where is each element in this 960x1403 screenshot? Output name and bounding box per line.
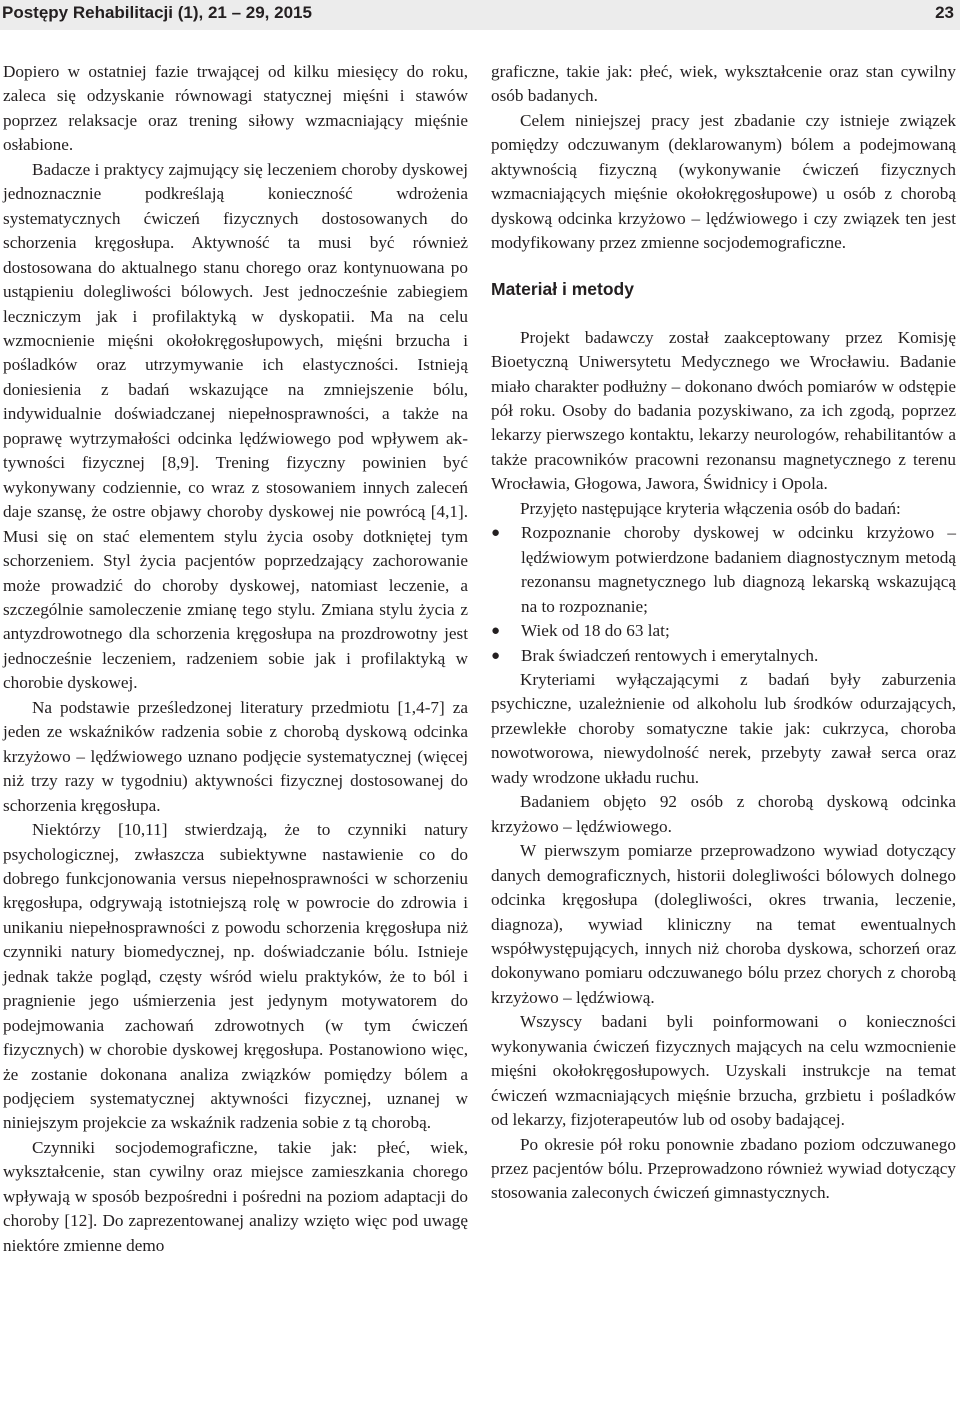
list-item-text: Rozpoznanie choroby dyskowej w odcinku krzyżowo – lędźwiowym potwierdzone badaniem diagnostycznym metodą rezonansu magnetycznego lub diagnozą lekarską wskazującą na to rozpoznanie; [521, 523, 956, 616]
paragraph: Dopiero w ostatniej fazie trwającej od kilku miesięcy do roku, zaleca się odzyskanie równowagi statycznej mięśni i stawów poprzez relaksacje oraz trening siłowy wzmacniający mięśnie osłabione. [3, 62, 468, 155]
left-column [3, 60, 468, 1258]
paragraph: Wszyscy badani byli poinformowani o konieczności wykonywania ćwiczeń fizycznych mających na celu wzmocnienie mięśni okołokręgosłupowych. Uzyskali instrukcje na temat ćwiczeń wzmacniających mięśnie brzucha, grzbietu i pośladków od lekarzy, fizjoterapeutów lub od osoby badającej. [491, 1012, 956, 1130]
page-number: 23 [935, 3, 954, 22]
paragraph: Niektórzy [10,11] stwierdzają, że to czynniki natury psychologicznej, zwłaszcza subiektywne nastawienie co do dobrego funkcjonowania versus niepełnosprawności w schorzeniu kręgosłupa, odgrywają istotniejszą rolę w powrocie do zdrowia i unikaniu niepełnosprawności z powodu schorzenia kręgosłupa niż czynniki natury biomedycznej, np. doświadczanie bólu. Istnieje jednak także pogląd, częsty wśród wielu praktyków, że to ból i pragnienie jego uśmierzenia jest jedynym motywatorem do podejmowania zachowań zdrowotnych (w tym ćwiczeń fizycznych) w chorobie dyskowej kręgosłupa. Postanowiono więc, że zostanie dokonana analiza związków pomiędzy bólem a podjęciem systematycznej aktywności fizycznej, uznanej w niniejszym projekcie za wskaźnik radzenia sobie z tą chorobą. [3, 820, 468, 1133]
journal-citation: Postępy Rehabilitacji (1), 21 – 29, 2015 [2, 3, 312, 22]
paragraph: Kryteriami wyłączającymi z badań były zaburzenia psychiczne, uzależnienie od alkoholu lub środków odurzających, przewlekłe choroby somatyczne takie jak: cukrzyca, choroba nowotworowa, niewydolność nerek, przebyty zawał serca oraz wady wrodzone układu ruchu. [491, 669, 956, 787]
paragraph: Badaniem objęto 92 osób z chorobą dyskową odcinka krzyżowo – lędźwiowego. [491, 792, 956, 836]
paragraph: Celem niniejszej pracy jest zbadanie czy istnieje związek pomiędzy odczuwanym (deklarowanym) bólem a podejmowaną aktywnością fizyczną (wykonywanie ćwiczeń fizycznych wzmacniających mięśnie okołokręgosłupowe) u osób z chorobą dyskową odcinka krzyżowo – lędźwiowego i czy związek ten jest modyfikowany przez zmienne socjodemograficzne. [491, 110, 956, 253]
paragraph: Projekt badawczy został zaakceptowany przez Komisję Bioetyczną Uniwersytetu Medycznego we Wrocławiu. Badanie miało charakter podłużny – dokonano dwóch pomiarów w odstępie pół roku. Osoby do badania pozyskiwano, za ich zgodą, poprzez lekarzy pierwszego kontaktu, lekarzy neurologów, rehabilitantów a także pracowników pracowni rezonansu magnetycznego z terenu Wrocławia, Głogowa, Jawora, Świdnicy i Opola. [491, 327, 956, 494]
list-item [491, 619, 956, 643]
list-item [491, 521, 956, 619]
bullet-icon: ● [491, 647, 501, 664]
paragraph: graficzne, takie jak: płeć, wiek, wykształcenie oraz stan cywilny osób badanych. [491, 62, 956, 106]
bullet-icon: ● [491, 525, 501, 542]
paragraph: Czynniki socjodemograficzne, takie jak: płeć, wiek, wykształcenie, stan cywilny oraz miejsce zamieszkania chorego wpływają w sposób bezpośredni i pośredni na poziom adaptacji do choroby [12]. Do zaprezentowanej analizy wzięto więc pod uwagę niektóre zmienne demo [3, 1137, 468, 1255]
section-heading: Materiał i metody [491, 278, 634, 299]
paragraph: Na podstawie prześledzonej literatury przedmiotu [1,4-7] za jeden ze wskaźników radzenia sobie z chorobą dyskową odcinka krzyżowo – lędźwiowego uznano podjęcie systematycznej (więcej niż trzy razy w tygodniu) aktywności fizycznej dostosowanej do schorzenia kręgosłupa. [3, 697, 468, 815]
list-item-text: Brak świadczeń rentowych i emerytalnych. [521, 645, 819, 665]
inclusion-criteria-list [491, 521, 956, 668]
page-header [0, 0, 960, 30]
right-column [491, 60, 956, 1206]
list-item [491, 644, 956, 668]
paragraph: W pierwszym pomiarze przeprowadzono wywiad dotyczący danych demograficznych, historii dolegliwości bólowych dolnego odcinka kręgosłupa (dolegliwości, okres trwania, leczenie, diagnoza), wywiad kliniczny na temat ewentualnych współwystępujących, innych niż choroba dyskowa, schorzeń oraz dokonywano pomiaru odczuwanego bólu przez chorych z chorobą krzyżowo – lędźwiową. [491, 841, 956, 1007]
list-item-text: Wiek od 18 do 63 lat; [521, 621, 670, 641]
paragraph: Po okresie pół roku ponownie zbadano poziom odczuwanego przez pacjentów bólu. Przeprowadzono również wywiad dotyczący stosowania zaleconych ćwiczeń gimnastycznych. [491, 1134, 956, 1203]
paragraph: Przyjęto następujące kryteria włączenia osób do badań: [520, 498, 901, 518]
paragraph: Badacze i praktycy zajmujący się leczeniem choroby dyskowej jednoznacznie podkreślają konieczność wdrożenia systematycznych ćwiczeń fizycznych dostosowanych do schorzenia kręgosłupa. Aktywność ta musi być również dostosowana do aktualnego stanu chorego oraz kontynuowana po ustąpieniu dolegliwości bólowych. Jest jednocześnie zabiegiem leczniczym jak i profilaktyką w dyskopatii. Ma na celu wzmocnienie mięśni okołokręgosłupowych, mięśni brzucha i pośladków oraz utrzymywanie ich elastyczności. Istnieją doniesienia z badań wskazujące na zmniejszenie bólu, indywidualnie doświadczanej niepełnosprawności, a także na poprawę wytrzymałości odcinka lędźwiowego pod wpływem aktywności fizycznej [8,9]. Trening fizyczny powinien być wykonywany codziennie, co wraz z stosowaniem innych zaleceń daje szansę, że ostre objawy choroby dyskowej nie powrócą [4,1]. Musi się on stać elementem stylu życia osoby dotkniętej tym schorzeniem. Styl życia pacjentów poprzedzający zachorowanie może prowadzić do choroby dyskowej, natomiast leczenie, a szczególnie samoleczenie zmianę tego stylu. Zmiana stylu życia z antyzdrowotnego dla schorzenia kręgosłupa na prozdrowotny jest jednocześnie leczeniem, radzeniem sobie jak i profilaktyką w chorobie dyskowej. [3, 159, 468, 693]
bullet-icon: ● [491, 623, 501, 640]
